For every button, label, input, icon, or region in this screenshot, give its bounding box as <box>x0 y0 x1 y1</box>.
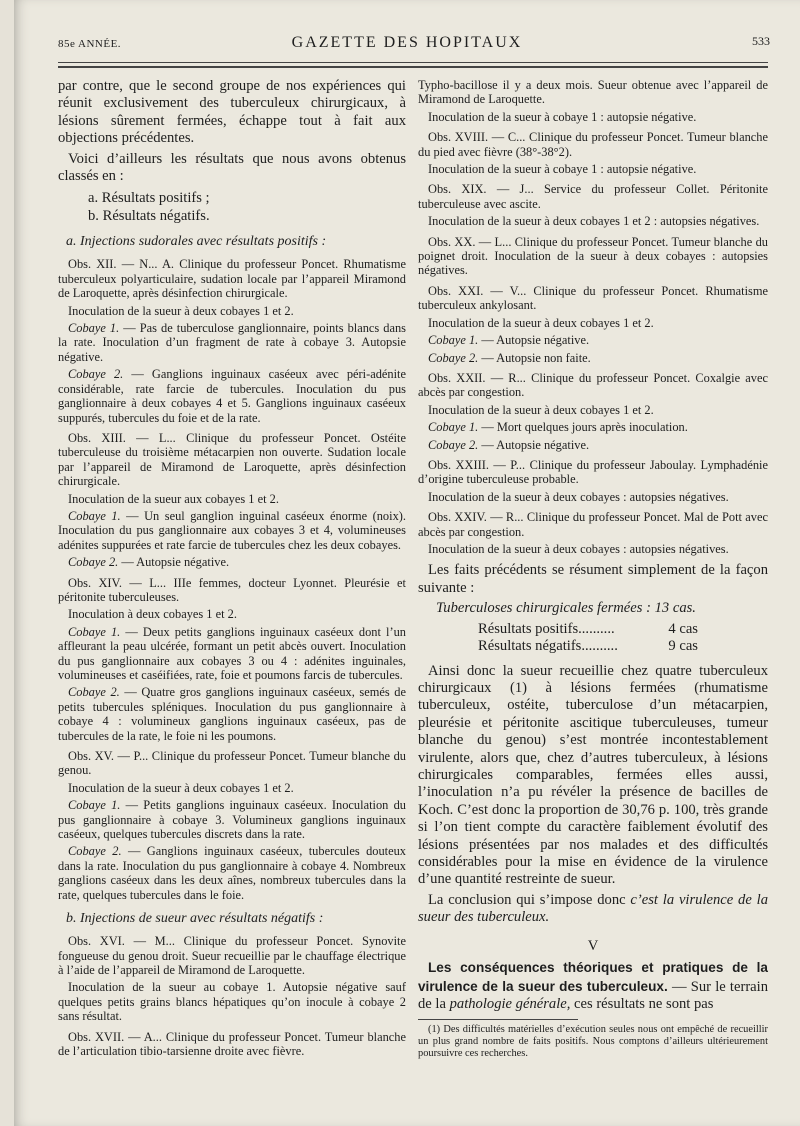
obs-24: Obs. XXIV. — R... Clinique du professeur Poncet. Mal de Pott avec abcès par congestion. <box>418 510 768 539</box>
obs-19-inoculation: Inoculation de la sueur à deux cobayes 1 et 2 : autopsies négatives. <box>428 214 760 229</box>
results-negative-label: Résultats négatifs.......... <box>478 637 618 654</box>
obs-24-inoculation: Inoculation de la sueur à deux cobayes : autopsies négatives. <box>428 541 729 556</box>
page <box>14 0 800 1126</box>
journal-title: GAZETTE DES HOPITAUX <box>291 34 523 51</box>
obs-23-inoculation: Inoculation de la sueur à deux cobayes : autopsies négatives. <box>428 489 729 504</box>
obs-21-inoculation: Inoculation de la sueur à deux cobayes 1 et 2. <box>428 315 654 330</box>
obs-22-cobaye-2: Cobaye 2. — Autopsie négative. <box>428 437 590 452</box>
header-year: 85e ANNÉE. <box>58 38 122 50</box>
obs-15: Obs. XV. — P... Clinique du professeur Poncet. Tumeur blanche du genou. <box>58 749 406 778</box>
obs-15-inoculation: Inoculation de la sueur à deux cobayes 1 et 2. <box>68 780 294 795</box>
right-column <box>418 78 768 1063</box>
obs-21-cobaye-2: Cobaye 2. — Autopsie non faite. <box>428 350 591 365</box>
obs-12-cobaye-2: Cobaye 2. — Ganglions inguinaux caséeux avec péri-adénite considérable, rate farcie de tubercules. Inoculation du pus ganglionnaire à deux cobayes 4 et 5. Ganglions inguinaux caséeux suppurés, tubercules du foie et de la rate. <box>58 367 406 425</box>
obs-15-cobaye-2: Cobaye 2. — Ganglions inguinaux caséeux, tubercules douteux dans la rate. Inoculation du pus ganglionnaire à cobaye 4. Nombreux ganglions caséeux dans les deux aînes, nombreux tubercules dans la rate, quelques tubercules dans le foie. <box>58 844 406 902</box>
obs-16: Obs. XVI. — M... Clinique du professeur Poncet. Synovite fongueuse du genou droit. Sueur recueillie par le chauffage électrique à l’aide de l’appareil de Miramond de Laroquette. <box>58 934 406 977</box>
category-b: b. Résultats négatifs. <box>88 208 210 225</box>
footnote: (1) Des difficultés matérielles d’exécution seules nous ont empêché de recueillir un plus grand nombre de faits positifs. Nous comptons d’ailleurs ultérieurement poursuivre ces recherches. <box>418 1024 768 1060</box>
page-number: 533 <box>752 34 770 48</box>
obs-13-inoculation: Inoculation de la sueur aux cobayes 1 et 2. <box>68 491 279 506</box>
results-positive-row <box>478 621 698 638</box>
obs-17-continued: Typho-bacillose il y a deux mois. Sueur obtenue avec l’appareil de Miramond de Laroquette. <box>418 78 768 107</box>
obs-22-inoculation: Inoculation de la sueur à deux cobayes 1 et 2. <box>428 402 654 417</box>
page-header <box>44 30 770 60</box>
footnote-rule <box>418 1019 578 1020</box>
results-negative-row <box>478 638 698 655</box>
obs-18-inoculation: Inoculation de la sueur à cobaye 1 : autopsie négative. <box>428 162 697 177</box>
obs-16-inoculation: Inoculation de la sueur au cobaye 1. Autopsie négative sauf quelques petits grains blancs hépatiques qu’on inocule à cobaye 2 sans résultat. <box>58 980 406 1024</box>
obs-14-inoculation: Inoculation à deux cobayes 1 et 2. <box>68 607 237 622</box>
results-negative-value: 9 cas <box>668 637 698 654</box>
obs-13: Obs. XIII. — L... Clinique du professeur Poncet. Ostéite tuberculeuse du troisième métacarpien non ouverte. Sudation locale par l’appareil de Miramond de Laroquette, après désinfection chirurgicale. <box>58 430 406 489</box>
section-v-paragraph: Les conséquences théoriques et pratiques de la virulence de la sueur des tuberculeux. — Sur le terrain de la pathologie générale, ces résultats ne sont pas <box>418 960 769 1012</box>
header-rule-thick <box>58 66 768 68</box>
header-rule-thin <box>58 62 768 63</box>
section-a-heading: a. Injections sudorales avec résultats positifs : <box>66 234 327 250</box>
intro-paragraph: par contre, que le second groupe de nos expériences qui réunit exclusivement des tuberculeux chirurgicaux, à lésions sûrement fermées, échappe tout à fait aux objections précédentes. <box>58 78 406 147</box>
conclusion-statement: La conclusion qui s’impose donc c’est la virulence de la sueur des tuberculeux. <box>418 891 769 926</box>
obs-20: Obs. XX. — L... Clinique du professeur Poncet. Tumeur blanche du poignet droit. Inoculation de la sueur à deux cobayes : autopsies négatives. <box>418 234 768 278</box>
obs-14-cobaye-2: Cobaye 2. — Quatre gros ganglions inguinaux caséeux, semés de petits tubercules spléniques. Inoculation du pus ganglionnaire à cobaye 4 : volumineux ganglions inguinaux caséeux, pas de tubercules de la rate, le foie ni les poumons. <box>58 685 406 743</box>
section-b-heading: b. Injections de sueur avec résultats négatifs : <box>66 911 324 927</box>
obs-19: Obs. XIX. — J... Service du professeur Collet. Péritonite tuberculeuse avec ascite. <box>418 182 768 211</box>
obs-13-cobaye-1: Cobaye 1. — Un seul ganglion inguinal caséeux énorme (noix). Inoculation du pus ganglionnaire aux cobayes 3 et 4, volumineuses adénites suppurées et rate farcie de tubercules chez les deux cobayes. <box>58 508 406 552</box>
obs-13-cobaye-2: Cobaye 2. — Autopsie négative. <box>68 555 230 570</box>
left-column <box>58 78 406 1061</box>
obs-15-cobaye-1: Cobaye 1. — Petits ganglions inguinaux caséeux. Inoculation du pus ganglionnaire à cobaye 3. Volumineux ganglions inguinaux caséeux, quelques tubercules discrets dans la rate. <box>58 798 406 842</box>
summary-title: Tuberculoses chirurgicales fermées : 13 cas. <box>436 600 696 617</box>
obs-14: Obs. XIV. — L... IIIe femmes, docteur Lyonnet. Pleurésie et péritonite tuberculeuses. <box>58 575 406 604</box>
obs-14-cobaye-1: Cobaye 1. — Deux petits ganglions inguinaux caséeux dont l’un affleurant la peau ulcérée, formant un petit abcès ouvert. Inoculation du pus ganglionnaire aux cobayes 3 ou 4 : adénites inguinales, volumineuses et caséifiées, rate, foie et poumons farcis de tubercules. <box>58 624 407 682</box>
obs-22-cobaye-1: Cobaye 1. — Mort quelques jours après inoculation. <box>428 420 688 435</box>
result-categories <box>88 189 406 225</box>
obs-17: Obs. XVII. — A... Clinique du professeur Poncet. Tumeur blanche de l’articulation tibio-tarsienne droite avec fièvre. <box>58 1029 406 1058</box>
obs-22: Obs. XXII. — R... Clinique du professeur Poncet. Coxalgie avec abcès par congestion. <box>418 370 768 400</box>
intro-paragraph-2: Voici d’ailleurs les résultats que nous avons obtenus classés en : <box>58 150 406 185</box>
section-v-numeral: V <box>587 937 599 954</box>
obs-17-inoculation: Inoculation de la sueur à cobaye 1 : autopsie négative. <box>428 109 697 124</box>
results-positive-value: 4 cas <box>668 620 698 637</box>
obs-12: Obs. XII. — N... A. Clinique du professeur Poncet. Rhumatisme tuberculeux polyarticulaire, sudation locale par l’appareil Miramond de Laroquette, après désinfection chirurgicale. <box>58 257 406 301</box>
obs-21-cobaye-1: Cobaye 1. — Autopsie négative. <box>428 333 590 348</box>
results-table <box>478 621 768 655</box>
obs-21: Obs. XXI. — V... Clinique du professeur Poncet. Rhumatisme tuberculeux ankylosant. <box>418 283 768 313</box>
obs-18: Obs. XVIII. — C... Clinique du professeur Poncet. Tumeur blanche du pied avec fièvre (38°-38°2). <box>418 130 768 159</box>
obs-12-inoculation: Inoculation de la sueur à deux cobayes 1 et 2. <box>68 303 294 318</box>
conclusion-paragraph: Ainsi donc la sueur recueillie chez quatre tuberculeux chirurgicaux (1) à lésions fermées (rhumatisme tuberculeux, ostéite, tuberculose d’un métacarpien, pleurésie et péritonite ascitique tuberculeuses, tumeur blanche du genou) s’est montrée incontestablement virulente, alors que, chez d’autres tuberculeux, à lésions chirurgicales comparables, fermées elles aussi, l’inoculation n’a pu révéler la présence de bacilles de Koch. C’est donc la proportion de 30,76 p. 100, très grande si l’on tient compte du caractère faiblement évolutif des lésions présentées par nos malades et des difficultés considérables pour la mise en évidence de la virulence d’une quantité restreinte de sueur. <box>418 662 768 888</box>
obs-12-cobaye-1: Cobaye 1. — Pas de tuberculose ganglionnaire, points blancs dans la rate. Inoculation d’un fragment de rate à cobaye 3. Autopsie négative. <box>58 321 407 364</box>
obs-23: Obs. XXIII. — P... Clinique du professeur Jaboulay. Lymphadénie d’origine tuberculeuse probable. <box>418 457 768 487</box>
category-a: a. Résultats positifs ; <box>88 190 210 207</box>
results-positive-label: Résultats positifs.......... <box>478 620 615 637</box>
summary-intro: Les faits précédents se résument simplement de la façon suivante : <box>418 562 768 596</box>
